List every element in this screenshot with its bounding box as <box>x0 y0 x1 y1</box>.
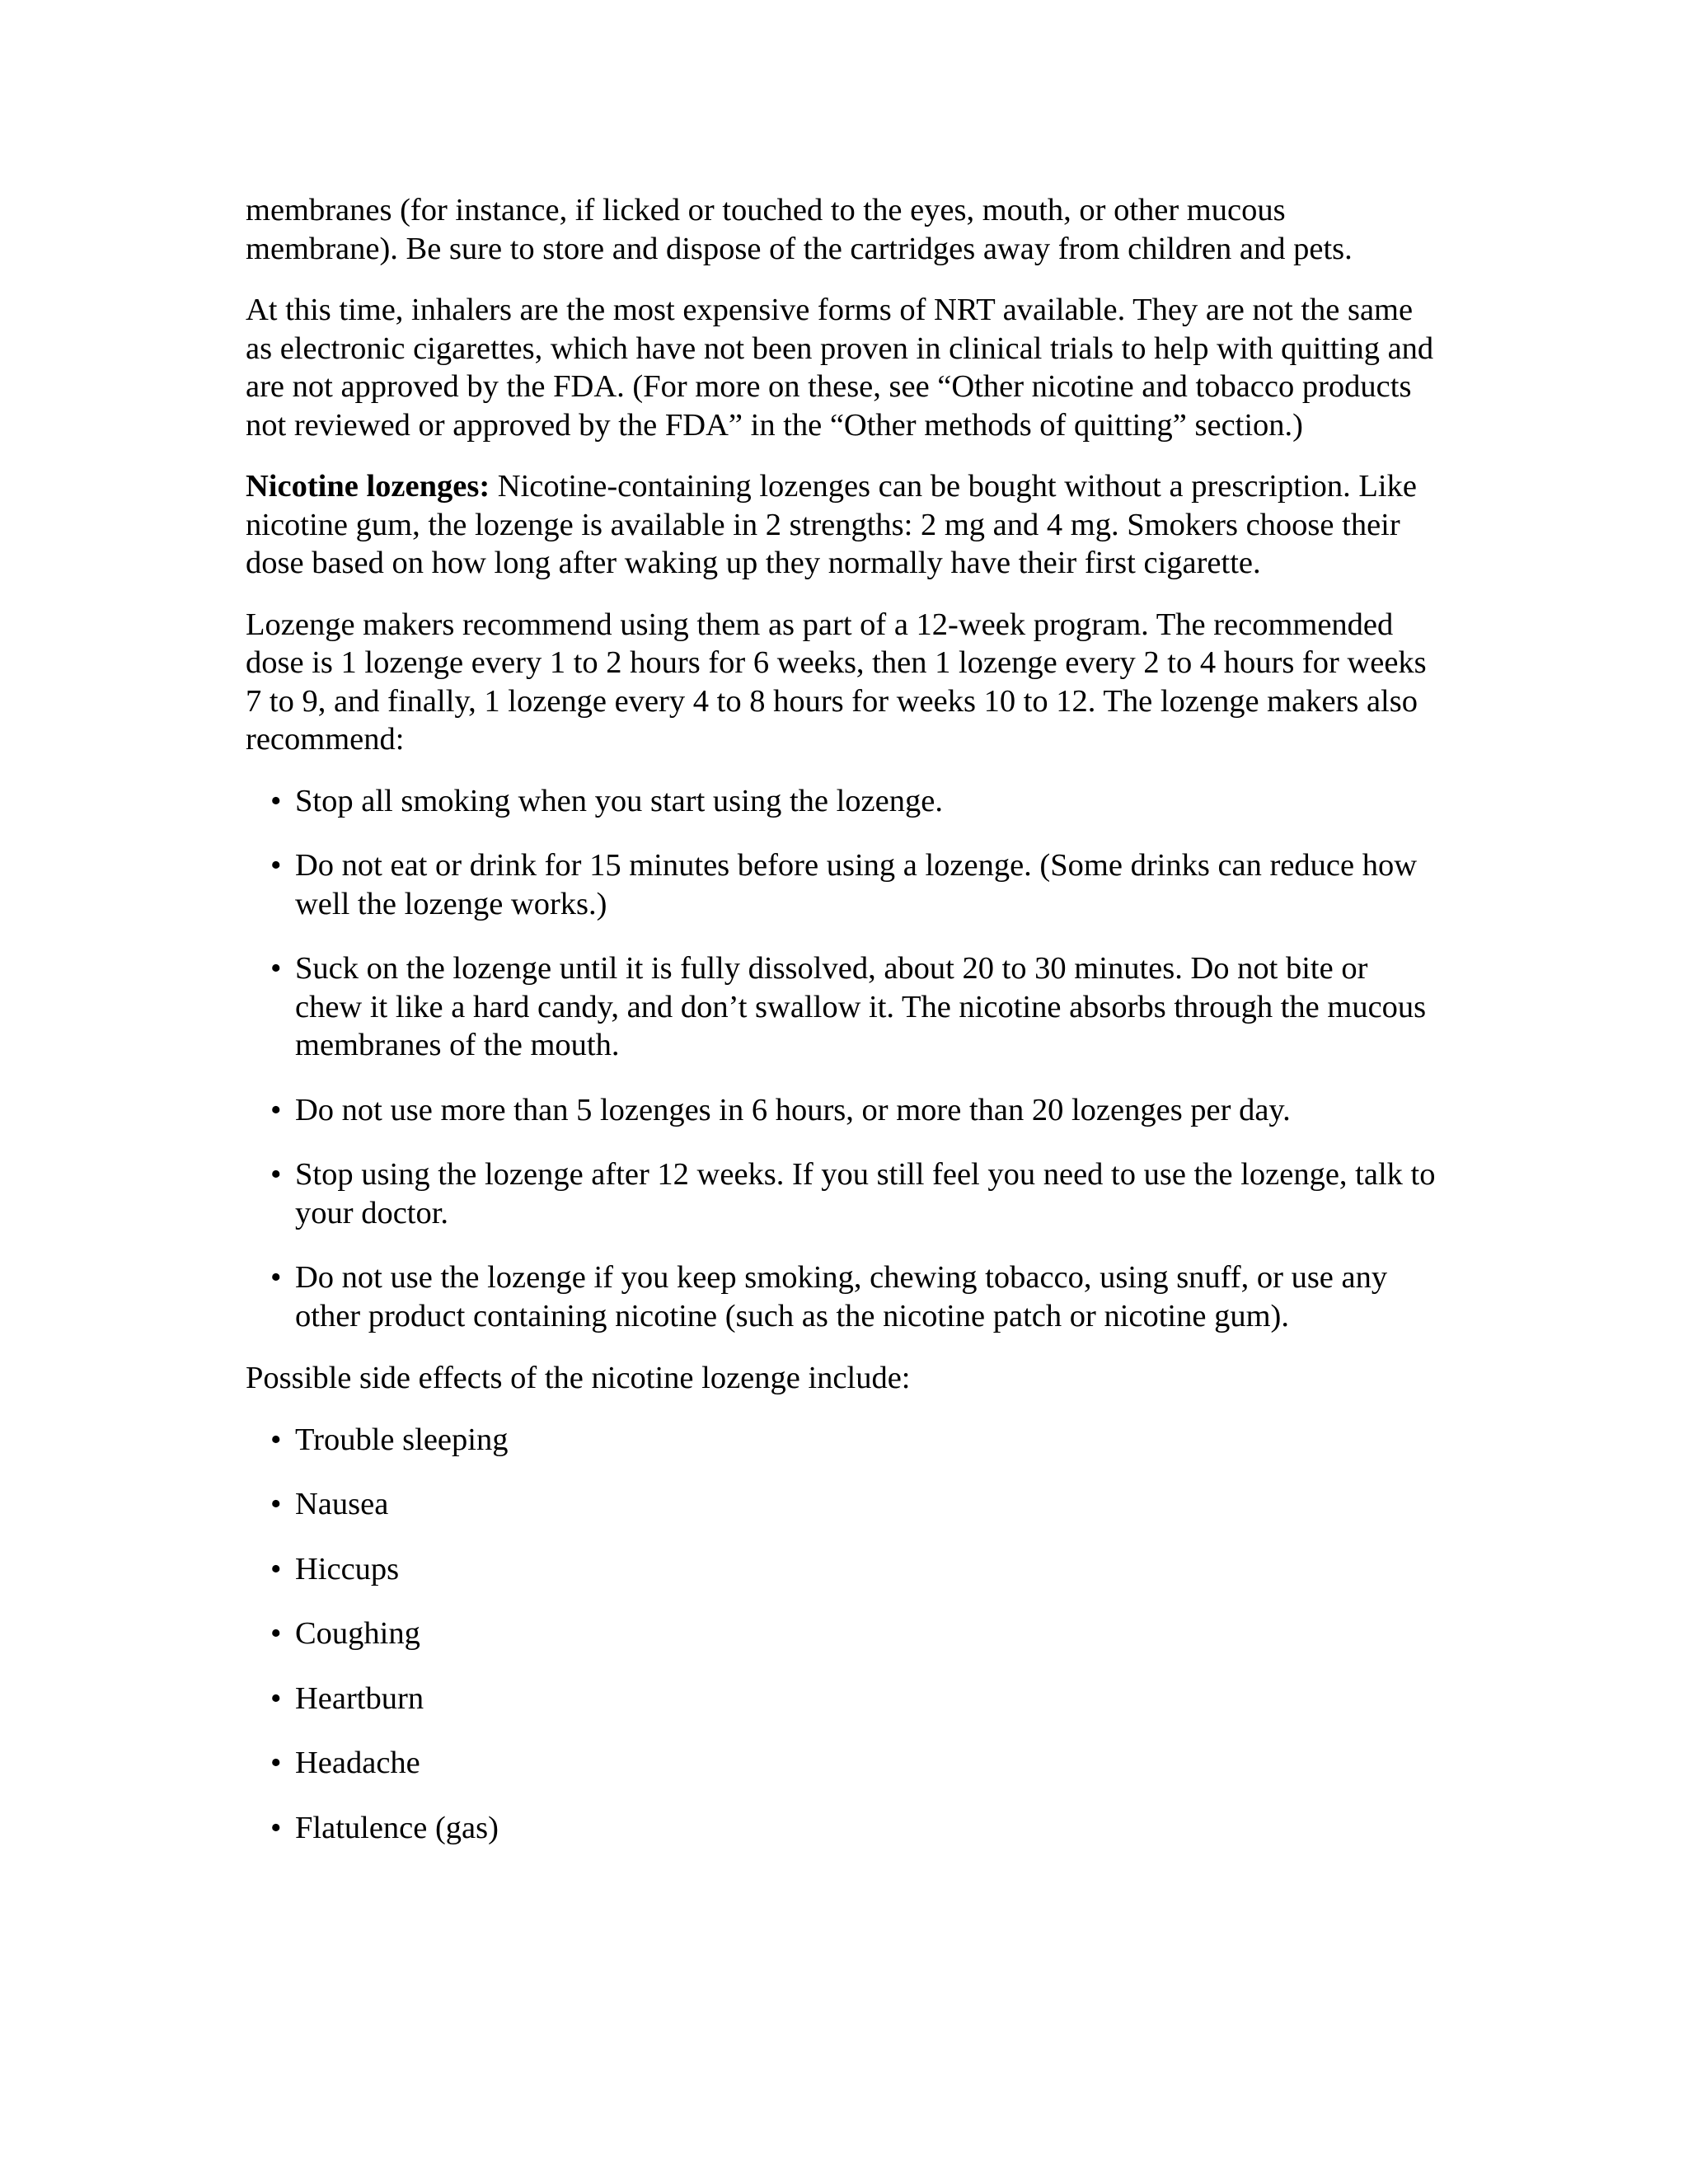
list-item-text: Suck on the lozenge until it is fully dissolved, about 20 to 30 minutes. Do not bite or chew it like a hard candy, and don’t swallow it. The nicotine absorbs through the mucous membranes of the mouth. <box>295 951 1427 1062</box>
paragraph-lozenge-program: Lozenge makers recommend using them as part of a 12-week program. The recommended dose is 1 lozenge every 1 to 2 hours for 6 weeks, then 1 lozenge every 2 to 4 hours for weeks 7 to 9, and finally, 1 lozenge every 4 to 8 hours for weeks 10 to 12. The lozenge makers also recommend: <box>246 607 1427 757</box>
list-item-text: Stop all smoking when you start using the lozenge. <box>295 783 943 818</box>
lozenges-heading: Nicotine lozenges: <box>246 469 490 504</box>
list-item <box>246 1155 1441 1232</box>
paragraph-side-effects-intro: Possible side effects of the nicotine lozenge include: <box>246 1361 911 1395</box>
bullet-icon: • <box>270 1616 282 1651</box>
list-item <box>246 1421 1441 1460</box>
recommendations-list <box>246 782 1441 1336</box>
list-item <box>246 846 1441 923</box>
list-item-text: Do not use more than 5 lozenges in 6 hours, or more than 20 lozenges per day. <box>295 1092 1291 1127</box>
bullet-icon: • <box>270 1810 282 1845</box>
list-item-text: Stop using the lozenge after 12 weeks. If you still feel you need to use the lozenge, talk to your doctor. <box>295 1157 1436 1230</box>
list-item <box>246 1550 1441 1589</box>
list-item-text: Hiccups <box>295 1551 400 1586</box>
bullet-icon: • <box>270 1746 282 1780</box>
document-page <box>246 191 1441 1871</box>
paragraph-inhaler-cost: At this time, inhalers are the most expensive forms of NRT available. They are not the same as electronic cigarettes, which have not been proven in clinical trials to help with quitting and are not approved by the FDA. (For more on these, see “Other nicotine and tobacco products not reviewed or approved by the FDA” in the “Other methods of quitting” section.) <box>246 293 1434 443</box>
list-item <box>246 1091 1441 1130</box>
list-item-text: Do not use the lozenge if you keep smoking, chewing tobacco, using snuff, or use any other product containing nicotine (such as the nicotine patch or nicotine gum). <box>295 1260 1388 1333</box>
list-item <box>246 782 1441 821</box>
list-item-text: Coughing <box>295 1616 420 1651</box>
lozenges-intro-text: Nicotine-containing lozenges can be bought without a prescription. Like nicotine gum, the lozenge is available in 2 strengths: 2 mg and 4 mg. Smokers choose their dose based on how long after waking up they normally have their first cigarette. <box>246 469 1417 580</box>
list-item-text: Headache <box>295 1746 420 1780</box>
bullet-icon: • <box>270 783 282 818</box>
paragraph-lozenges-intro <box>246 467 1441 583</box>
bullet-icon: • <box>270 1422 282 1457</box>
list-item <box>246 1680 1441 1718</box>
bullet-icon: • <box>270 1157 282 1192</box>
list-item-text: Nausea <box>295 1487 389 1521</box>
bullet-icon: • <box>270 1551 282 1586</box>
list-item <box>246 1485 1441 1524</box>
list-item <box>246 1809 1441 1848</box>
list-item <box>246 1615 1441 1653</box>
bullet-icon: • <box>270 951 282 986</box>
paragraph-cartridge-safety: membranes (for instance, if licked or touched to the eyes, mouth, or other mucous membrane). Be sure to store and dispose of the cartridges away from children and pets. <box>246 193 1353 266</box>
list-item <box>246 949 1441 1065</box>
list-item-text: Do not eat or drink for 15 minutes before using a lozenge. (Some drinks can reduce how well the lozenge works.) <box>295 848 1418 921</box>
list-item-text: Trouble sleeping <box>295 1422 509 1457</box>
list-item <box>246 1744 1441 1783</box>
bullet-icon: • <box>270 1680 282 1716</box>
bullet-icon: • <box>270 1487 282 1521</box>
list-item <box>246 1258 1441 1335</box>
bullet-icon: • <box>270 1260 282 1295</box>
list-item-text: Heartburn <box>295 1680 424 1716</box>
bullet-icon: • <box>270 1092 282 1127</box>
side-effects-list <box>246 1421 1441 1848</box>
list-item-text: Flatulence (gas) <box>295 1810 499 1845</box>
bullet-icon: • <box>270 848 282 883</box>
